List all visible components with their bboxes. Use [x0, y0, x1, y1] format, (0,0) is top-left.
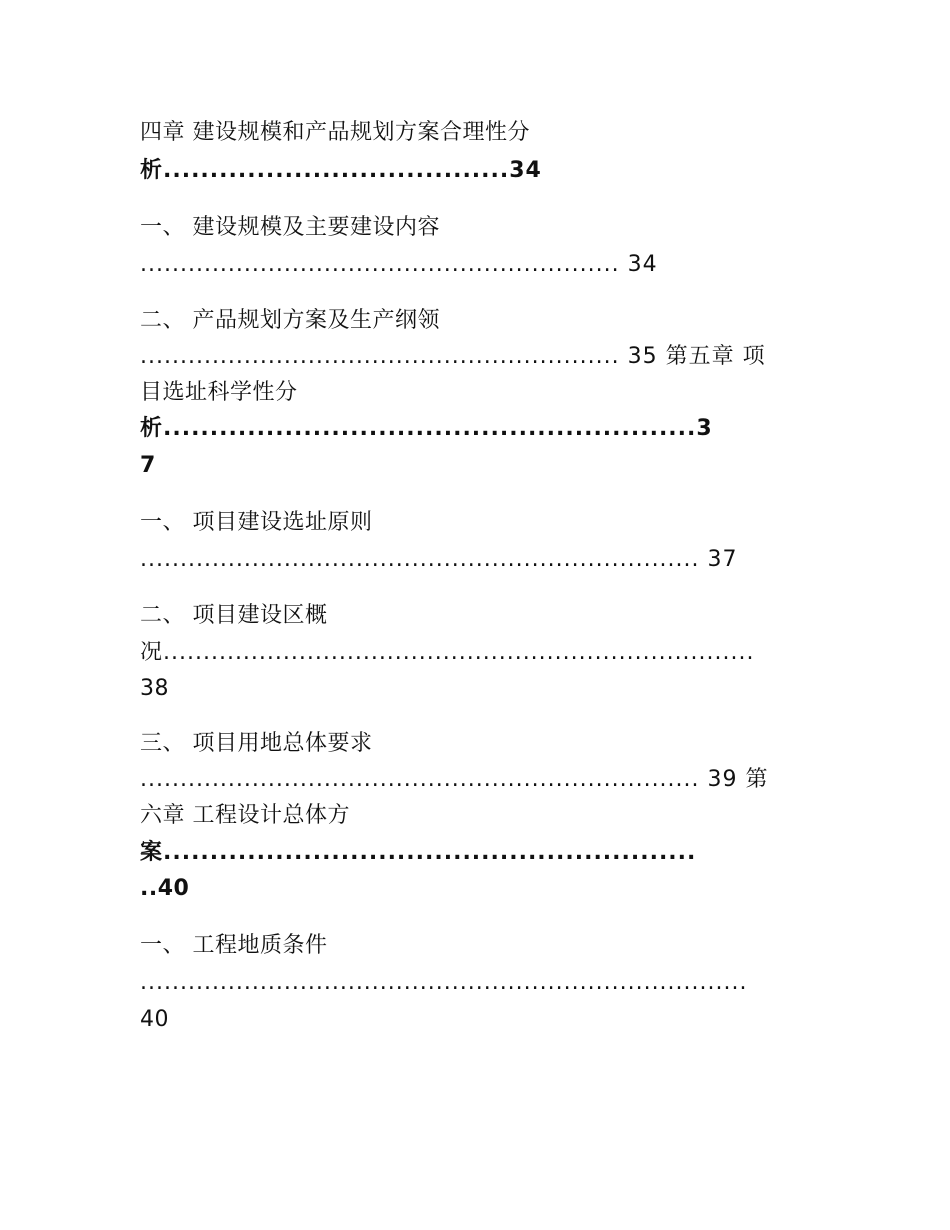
toc-entry-5-3-title: 三、 项目用地总体要求 [140, 731, 373, 756]
toc-entry-5-1-title: 一、 项目建设选址原则 [140, 510, 373, 535]
toc-entry-6-1-leader: ............................................................................ [140, 970, 748, 995]
toc-chapter4-leader: 析.....................................34 [140, 158, 542, 183]
toc-entry-5-2-title: 二、 项目建设区概 [140, 603, 328, 628]
toc-chapter5-leader: 析.........................................................3 [140, 416, 713, 441]
toc-entry-6-1-title: 一、 工程地质条件 [140, 933, 328, 958]
toc-chapter5-title: 目选址科学性分 [140, 380, 298, 405]
toc-chapter6-leader: 案......................................................... [140, 840, 697, 865]
toc-entry-4-2-title: 二、 产品规划方案及生产纲领 [140, 308, 440, 333]
toc-entry-4-1-title: 一、 建设规模及主要建设内容 [140, 215, 440, 240]
toc-chapter5-page: 7 [140, 453, 156, 478]
toc-entry-5-2-leader: 况.......................................................................... [140, 640, 755, 665]
toc-chapter6-title: 六章 工程设计总体方 [140, 803, 350, 828]
toc-entry-6-1-page: 40 [140, 1007, 169, 1032]
toc-entry-5-2-page: 38 [140, 676, 169, 701]
toc-chapter6-page: ..40 [140, 876, 190, 901]
toc-entry-5-3-leader: ...................................................................... 39 第 [140, 767, 769, 792]
toc-chapter4-title: 四章 建设规模和产品规划方案合理性分 [140, 120, 530, 145]
toc-entry-4-1-leader: ............................................................ 34 [140, 252, 658, 277]
toc-entry-4-2-leader: ............................................................ 35 第五章 项 [140, 344, 766, 369]
toc-entry-5-1-leader: ...................................................................... 37 [140, 547, 738, 572]
